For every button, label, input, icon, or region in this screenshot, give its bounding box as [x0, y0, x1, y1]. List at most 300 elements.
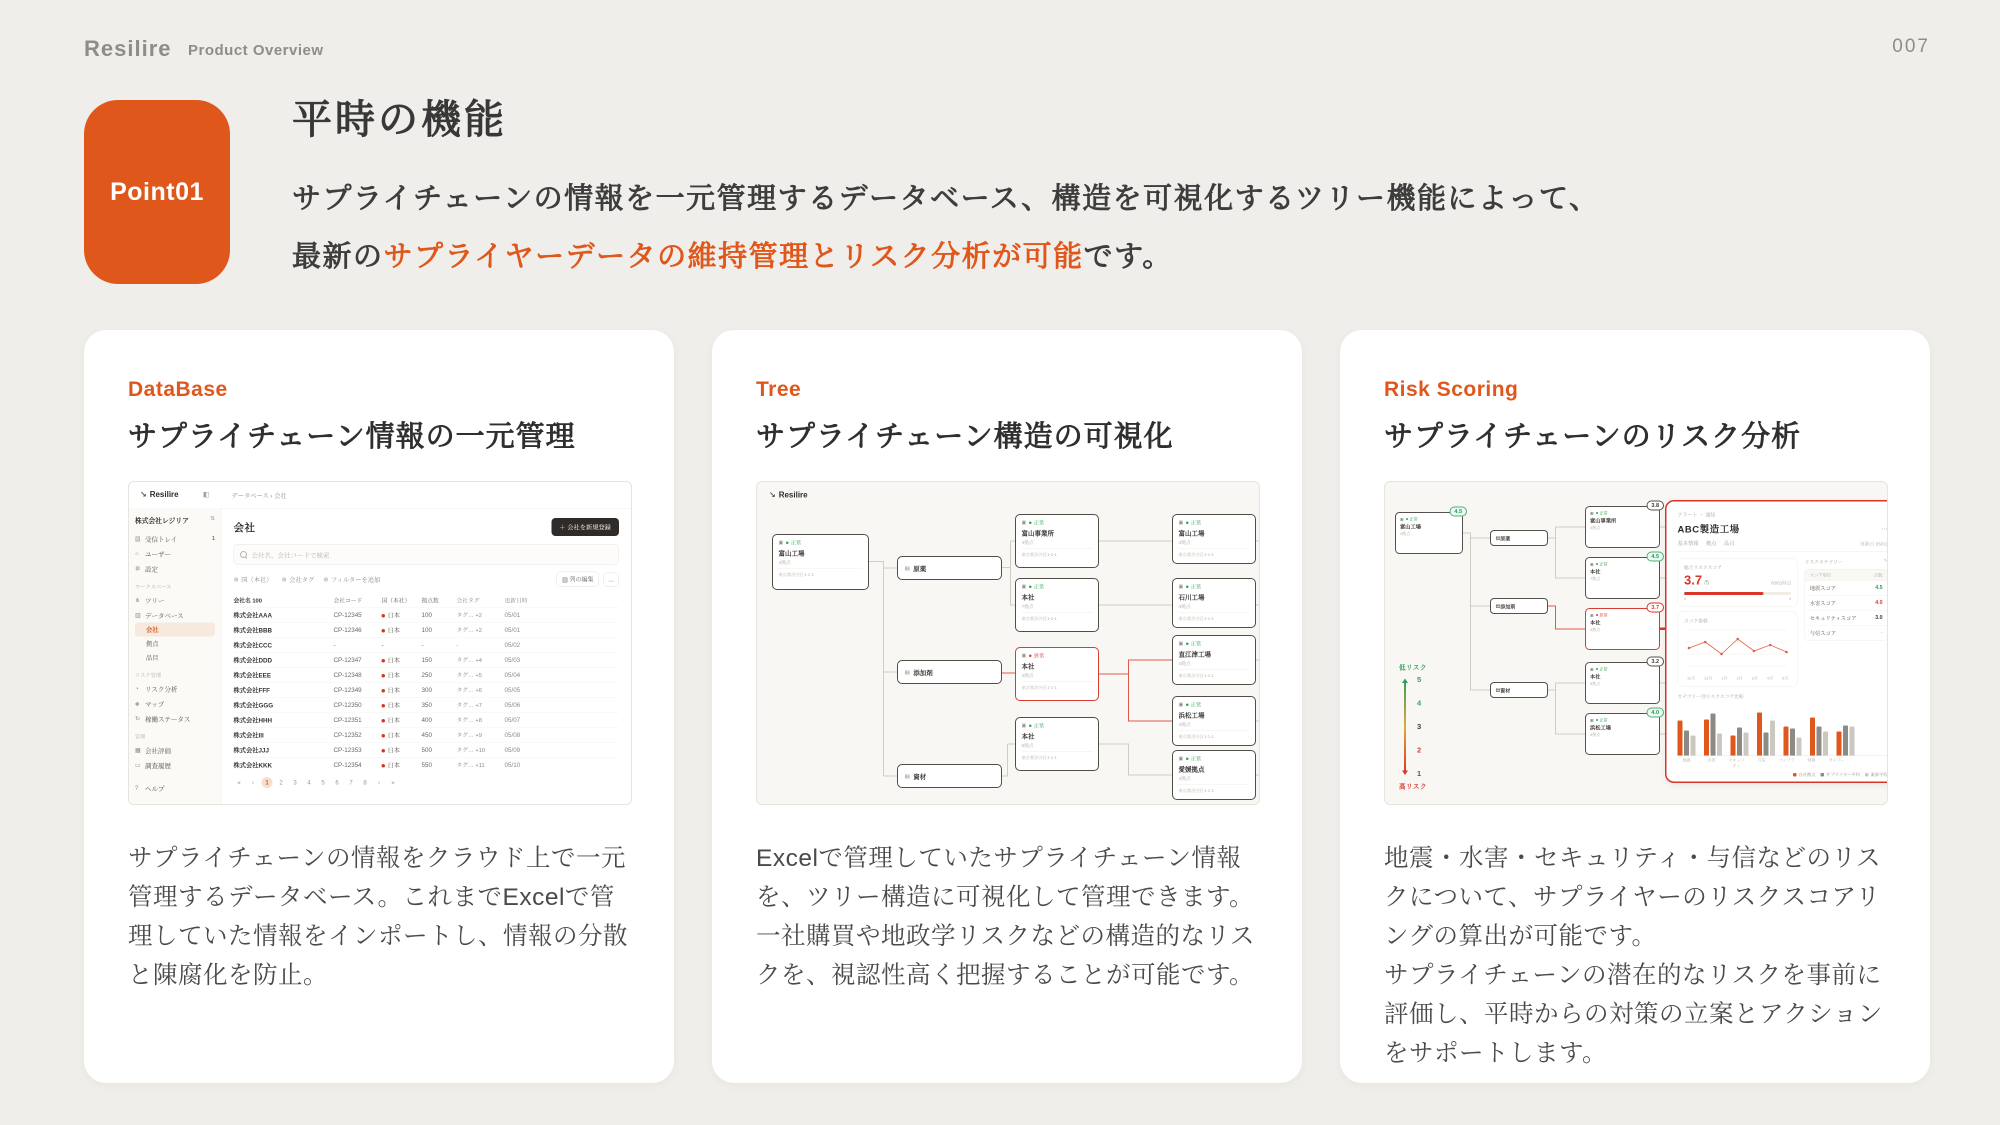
category-label: 原薬 [913, 564, 927, 573]
risk-analysis-icon: ◔ [135, 685, 139, 692]
risk-node [1585, 502, 1660, 548]
risk-node-alert [1585, 604, 1660, 650]
trend-x-label: 1月 [1721, 676, 1728, 681]
node-name: 富山工場 [1400, 524, 1421, 530]
card-tree-description: Excelで管理していたサプライチェーン情報を、ツリー構造に可視化して管理できます。一社購買や地政学リスクなどの構造的なリスクを、視認性高く把握することが可能です。 [756, 845, 1256, 989]
brand-logo: Resilire [84, 36, 172, 61]
country-flag-dot [382, 629, 386, 633]
building-icon: ▣ [1590, 717, 1594, 723]
bar [1784, 727, 1789, 756]
gear-icon: ⚙ [135, 565, 141, 572]
node-address: 東京都渋谷区1-1-1 [1022, 549, 1093, 558]
bar-group-label: セキュリティ [1728, 758, 1745, 768]
score-badge: 3.7 [1646, 603, 1664, 613]
score-table-row [1805, 596, 1887, 611]
status-dot [1596, 563, 1598, 565]
node-sites: 5拠点 [1590, 681, 1601, 686]
bar-chart-plot [1678, 704, 1888, 757]
comparison-bar-chart [1678, 693, 1888, 778]
status-dot [1186, 704, 1189, 707]
filter-chip-tag: ⊕ 会社タグ [281, 576, 315, 584]
category-icon: ▤ [1495, 535, 1501, 541]
status-dot [1186, 643, 1189, 646]
company-name-cell: 株式会社AAA [233, 611, 273, 619]
sites-cell: 400 [421, 716, 432, 724]
bar [1737, 728, 1742, 756]
columns-icon: ▥ [562, 576, 570, 583]
building-icon: ▣ [1400, 516, 1404, 522]
evaluation-icon: ▦ [135, 746, 141, 754]
table-row [234, 652, 620, 667]
db-table-header: 会社名 100 会社コード 国（本社） 拠点数 会社タグ 更新日時 [233, 598, 528, 604]
sidebar-item-help: ? ヘルプ [135, 784, 165, 793]
date-cell: 05/03 [504, 656, 521, 664]
add-filter-icon: ⊕ [323, 576, 329, 583]
pagination-item: 6 [335, 779, 339, 786]
axis-high-label: 高リスク [1399, 782, 1427, 790]
db-filter-row [234, 572, 620, 588]
tag-cell: タグ… +2 [456, 627, 482, 634]
node-name: 富山事業所 [1021, 529, 1055, 537]
axis-tick: 4 [1417, 699, 1422, 708]
country-cell: 日本 [382, 715, 422, 724]
sites-cell: 100 [421, 626, 432, 634]
tag-cell: タグ… +9 [456, 732, 482, 739]
card-database [84, 330, 674, 1083]
status-label: 正常 [1186, 583, 1201, 591]
sites-cell: 550 [421, 761, 432, 769]
panel-updated: 更新日 05/01 [1860, 541, 1888, 547]
legend-color-dot [1793, 773, 1797, 777]
tree-connector [1555, 606, 1556, 630]
bar-group [1731, 728, 1751, 756]
tag-cell: タグ… +6 [456, 687, 482, 694]
tree-connector [1471, 690, 1490, 691]
date-cell: 05/09 [504, 746, 521, 754]
risk-node [1585, 658, 1660, 704]
tag-cell: - [456, 641, 459, 648]
tree-node [1172, 578, 1256, 628]
company-name-cell: 株式会社GGG [233, 701, 274, 709]
country-flag-dot [382, 749, 386, 753]
bar [1797, 738, 1802, 756]
score-table-row [1805, 581, 1887, 596]
status-dot [1186, 522, 1189, 525]
sidebar-item-label: 設定 [145, 565, 159, 573]
tag-cell: タグ… +11 [456, 762, 485, 769]
category-node [1490, 682, 1548, 698]
axis-tick: 1 [1417, 769, 1422, 778]
sites-cell: 300 [421, 686, 432, 694]
category-icon: ▤ [904, 565, 910, 572]
status-label: 正常 [786, 539, 801, 547]
bar [1850, 727, 1855, 756]
trend-x-labels [1684, 676, 1791, 682]
tree-node [1172, 696, 1256, 746]
tree-connector [1256, 721, 1259, 722]
status-dot [1596, 719, 1598, 721]
sites-cell: 350 [421, 701, 432, 709]
score-badge: 4.0 [1646, 708, 1664, 718]
bar-group [1678, 721, 1698, 756]
trend-x-label: 2月 [1736, 676, 1743, 681]
tag-cell: タグ… +7 [456, 702, 482, 709]
bar-group-label: 地震 [1682, 758, 1691, 763]
status-label: 異常 [1029, 652, 1044, 660]
bar-chart-title: カテゴリー別リスクスコア比較 [1677, 694, 1744, 700]
country-flag-dot [382, 614, 386, 618]
tree-connector [1099, 541, 1172, 542]
sites-cell: 250 [421, 671, 432, 679]
slide-lead [292, 170, 1599, 286]
tree-connector [1463, 533, 1470, 534]
bar-group [1757, 713, 1777, 756]
sites-cell: 100 [421, 611, 432, 619]
bar-group [1784, 727, 1804, 756]
tree-connector [1129, 721, 1172, 722]
company-code-cell: CP-12346 [333, 626, 362, 634]
card-database-description: サプライチェーンの情報をクラウド上で一元管理するデータベース。これまでExcelで管理していた情報をインポートし、情報の分散と陳腐化を防止。 [128, 845, 628, 989]
trend-line-svg [1684, 624, 1790, 672]
more-options-button: … [603, 572, 619, 586]
score-badge: 3.8 [1646, 501, 1664, 511]
node-name: 本社 [1590, 620, 1601, 626]
card-tree-title: サプライチェーン構造の可視化 [756, 421, 1174, 453]
category-icon: ▤ [1495, 687, 1501, 693]
tree-connector [1129, 775, 1172, 776]
tree-connector [1008, 744, 1015, 745]
tree-node [1172, 750, 1256, 800]
country-cell: 日本 [382, 730, 422, 739]
node-name: 本社 [1590, 674, 1601, 680]
company-name-cell: 株式会社FFF [233, 686, 270, 694]
company-name-cell: 株式会社KKK [233, 761, 273, 769]
tree-connector [1010, 541, 1011, 606]
lead-line1: サプライチェーンの情報を一元管理するデータベース、構造を可視化するツリー機能によって、 [292, 183, 1600, 215]
category-label: 添加剤 [913, 668, 933, 677]
node-address: 東京都渋谷区1-1-1 [1179, 785, 1250, 794]
status-label: 正常 [1186, 701, 1201, 709]
trend-x-label: 5月 [1782, 676, 1789, 681]
country-cell: 日本 [382, 745, 422, 754]
tree-logo-text: Resilire [778, 491, 808, 500]
point-badge [84, 100, 230, 284]
db-sidebar-risk-items [135, 681, 215, 726]
sites-cell: - [421, 641, 424, 649]
bar [1757, 713, 1762, 756]
tree-connector [1007, 744, 1008, 777]
building-icon: ▣ [1021, 653, 1027, 659]
risk-score-max: /5 [1704, 579, 1710, 586]
sidebar-item [135, 681, 215, 696]
status-dot [1596, 614, 1598, 616]
building-icon: ▣ [1178, 702, 1184, 708]
db-breadcrumb: データベース › 会社 [231, 492, 287, 500]
filter-chip-country: ⊕ 国（本社） [233, 576, 273, 584]
tree-connector [1256, 660, 1259, 661]
status-label: 正常 [1029, 519, 1044, 527]
date-cell: 05/10 [504, 761, 521, 769]
trend-x-label: 4月 [1766, 676, 1774, 681]
tree-screenshot [756, 481, 1260, 805]
tree-connector [1002, 673, 1015, 674]
status-dot [1406, 518, 1408, 520]
company-code-cell: CP-12349 [333, 686, 362, 694]
category-node [1490, 530, 1548, 546]
country-flag-dot [382, 659, 386, 663]
score-item-label: 地震スコア [1809, 585, 1836, 592]
history-icon: ▭ [135, 761, 141, 769]
node-address: 東京都渋谷区1-1-1 [779, 569, 863, 578]
pagination-item: › [378, 779, 380, 786]
status-label: 正常 [1186, 755, 1201, 763]
status-dot [1186, 586, 1189, 589]
sidebar-item [135, 546, 215, 561]
node-address: 東京都渋谷区1-1-1 [1179, 613, 1250, 622]
card-database-tag: DataBase [128, 378, 228, 401]
company-name-cell: 株式会社JJJ [233, 746, 269, 754]
country-flag-dot [382, 689, 386, 693]
sidebar-item [135, 696, 215, 711]
tree-mini-app [757, 482, 1259, 804]
tree-connector [1128, 660, 1129, 722]
bar [1790, 729, 1795, 756]
panel-more-icon: ⋯ [1881, 524, 1888, 533]
company-name-cell: 株式会社III [233, 731, 264, 739]
tree-connector [1129, 660, 1172, 661]
db-sidebar-db-children [135, 623, 215, 665]
tree-connector [1099, 744, 1128, 745]
table-row [234, 757, 620, 772]
risk-score-card: 総合リスクスコア 3.7 /5 05/01時点 0 5 [1678, 558, 1798, 607]
pagination-item: » [391, 779, 395, 786]
card-risk-title: サプライチェーンのリスク分析 [1384, 421, 1802, 453]
bar [1711, 714, 1716, 756]
company-name-cell: 株式会社BBB [233, 626, 273, 634]
node-sites: 7拠点 [1021, 604, 1034, 610]
tag-cell: タグ… +2 [456, 612, 482, 619]
axis-tick: 5 [1417, 675, 1422, 684]
tree-node [1015, 717, 1099, 771]
tree-connector [884, 568, 897, 569]
legend-label: 業界平均 [1870, 772, 1888, 777]
status-label: 異常 [1596, 612, 1608, 618]
db-topbar [129, 482, 631, 509]
trend-title: スコア推移 [1684, 618, 1708, 624]
building-icon: ▣ [1590, 666, 1594, 672]
db-sidebar-admin-items [135, 743, 215, 773]
tab-basic: 基本情報 [1677, 540, 1699, 547]
building-icon: ▣ [1178, 641, 1184, 647]
tree-node [1172, 514, 1256, 564]
tree-connector [1099, 674, 1128, 675]
risk-node [1585, 709, 1660, 755]
score-item-label: セキュリティスコア [1809, 615, 1857, 622]
bar-group [1837, 726, 1857, 756]
filter-icon: ⊕ [281, 576, 287, 583]
company-name-cell: 株式会社EEE [233, 671, 272, 679]
building-icon: ▣ [1178, 756, 1184, 762]
card-risk-description: 地震・水害・セキュリティ・与信などのリスクについて、サプライヤーのリスクスコアリングの算出が可能です。 サプライチェーンの潜在的なリスクを事前に評価し、平時からの対策の立案とアクションをサポートします。 [1384, 845, 1883, 1067]
bar-group-label: 与信 [1757, 758, 1766, 763]
tree-connector [1556, 527, 1585, 528]
node-sites: 7拠点 [1590, 576, 1601, 581]
category-node [897, 660, 1002, 684]
building-icon: ▣ [1021, 520, 1027, 526]
tag-cell: タグ… +5 [456, 672, 482, 679]
country-cell: 日本 [382, 625, 422, 634]
country-cell: 日本 [382, 760, 422, 769]
sidebar-item [135, 531, 215, 546]
trend-x-label: 11月 [1687, 676, 1696, 681]
risk-screenshot [1384, 481, 1888, 805]
country-flag-dot [382, 704, 386, 708]
building-icon: ▣ [1178, 584, 1184, 590]
node-sites: 4拠点 [1590, 732, 1601, 737]
score-item-value: 4.0 [1875, 599, 1883, 606]
category-icon: ▤ [1495, 603, 1501, 609]
db-table-body [234, 607, 620, 772]
company-code-cell: CP-12347 [333, 656, 362, 664]
lead-line2-highlight: サプライヤーデータの維持管理とリスク分析が可能 [383, 241, 1084, 273]
status-dot [1029, 586, 1032, 589]
country-flag-dot [382, 674, 386, 678]
date-cell: 05/05 [504, 686, 521, 694]
db-sidebar-ws-items [135, 593, 215, 623]
node-address: 東京都渋谷区1-1-1 [1179, 731, 1250, 740]
tree-connector [884, 672, 897, 673]
table-row [234, 712, 620, 727]
bar [1717, 734, 1722, 756]
pagination-item: ‹ [252, 779, 254, 786]
legend-color-dot [1865, 773, 1869, 777]
point-badge-label: Point01 [110, 177, 204, 206]
building-icon: ▣ [778, 540, 784, 546]
pagination-item: 5 [321, 779, 325, 786]
node-name: 本社 [1021, 662, 1035, 670]
status-dot [786, 542, 789, 545]
tree-connector [1470, 533, 1471, 691]
table-row [234, 682, 620, 697]
tree-connector [1471, 606, 1490, 607]
pagination-item: 8 [363, 779, 367, 786]
tree-connector [1548, 538, 1555, 539]
company-code-cell: CP-12348 [333, 671, 362, 679]
company-name-cell: 株式会社DDD [233, 656, 273, 664]
tree-node [772, 534, 869, 590]
node-address: 東京都渋谷区1-1-1 [1022, 613, 1093, 622]
bar [1678, 721, 1683, 756]
building-icon: ▣ [1021, 584, 1027, 590]
node-sites: 4拠点 [778, 560, 791, 566]
table-row [234, 622, 620, 637]
node-name: 浜松工場 [1178, 711, 1205, 719]
sidebar-item-label: 受信トレイ [145, 535, 178, 543]
table-row [234, 667, 620, 682]
bar [1810, 718, 1815, 756]
node-sites: 4拠点 [1178, 661, 1191, 667]
node-sites: 4拠点 [1590, 627, 1601, 632]
legend-item [1821, 772, 1860, 778]
resilire-logo-icon: ↘ [769, 491, 776, 500]
tree-connector [1256, 605, 1259, 606]
node-name: 富山事業所 [1590, 518, 1617, 524]
sidebar-item-label: 会社評価 [145, 746, 172, 755]
legend-item [1793, 772, 1816, 778]
sidebar-item [135, 743, 215, 758]
node-sites: 4拠点 [1021, 673, 1034, 679]
page-number: 007 [1892, 36, 1930, 57]
bar [1770, 721, 1775, 756]
bar-group-label: 財務 [1807, 758, 1816, 763]
node-sites: 4拠点 [1400, 531, 1411, 536]
category-node [897, 556, 1002, 580]
score-item-value: 3.0 [1875, 614, 1883, 621]
country-cell: - [381, 641, 384, 649]
node-sites: 4拠点 [1021, 540, 1034, 546]
sidebar-item-label: マップ [145, 700, 165, 708]
deck-subtitle: Product Overview [188, 42, 324, 59]
status-dot [1186, 758, 1189, 761]
score-item-label: 水害スコア [1809, 600, 1836, 607]
sidebar-item-label: 品目 [146, 654, 159, 662]
date-cell: 05/01 [504, 626, 521, 634]
sidebar-item [135, 561, 215, 576]
lead-line2-prefix: 最新の [292, 241, 384, 273]
bar [1817, 727, 1822, 756]
bar [1837, 732, 1842, 756]
status-label: 正常 [1406, 516, 1418, 522]
sidebar-section-admin: 管理 [135, 734, 146, 740]
sidebar-item-label: 会社 [146, 626, 159, 634]
status-label: 正常 [1186, 519, 1201, 527]
date-cell: 05/08 [504, 731, 521, 739]
pagination-item: 4 [307, 779, 311, 786]
card-tree-tag: Tree [756, 378, 802, 401]
risk-axis-arrow [1404, 680, 1406, 775]
resilire-logo-icon: ↘ [140, 490, 147, 499]
tree-canvas [757, 482, 1259, 804]
node-name: 本社 [1021, 732, 1035, 740]
sites-cell: 500 [421, 746, 432, 754]
node-sites: 4拠点 [1178, 540, 1191, 546]
tree-connector [1556, 629, 1585, 630]
tree-connector [1128, 744, 1129, 776]
supplier-detail-panel [1665, 500, 1888, 783]
node-name: 愛媛拠点 [1178, 765, 1205, 773]
table-row [234, 607, 620, 622]
lead-line2-suffix: です。 [1083, 241, 1173, 273]
column-edit-button: ▥ 列の編集 [557, 572, 599, 588]
date-cell: 05/01 [504, 611, 521, 619]
node-sites: 4拠点 [1178, 776, 1191, 782]
sidebar-item-label: リスク分析 [145, 685, 178, 693]
status-icon: ↻ [135, 715, 141, 722]
status-dot [1029, 522, 1032, 525]
status-label: 正常 [1186, 640, 1201, 648]
tree-connector [884, 776, 897, 777]
tree-connector [1256, 775, 1259, 776]
filter-icon: ⊕ [233, 576, 239, 583]
risk-node [1395, 508, 1463, 554]
risk-score-bar-fill [1684, 592, 1763, 595]
tree-connector [1256, 541, 1259, 542]
sidebar-item [135, 711, 215, 726]
score-item-value: 4.5 [1875, 584, 1883, 591]
bar [1704, 720, 1709, 756]
bar [1691, 736, 1696, 756]
sidebar-item-label: 拠点 [146, 640, 159, 648]
